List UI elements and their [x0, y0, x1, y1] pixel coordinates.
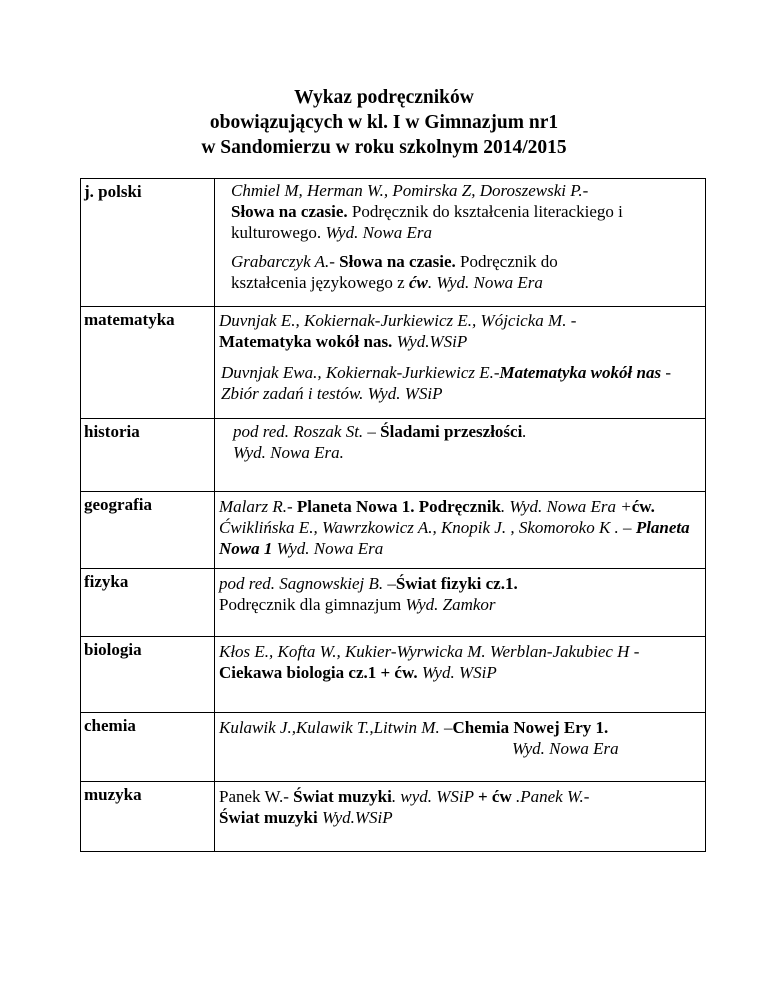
- textbook-cell: [215, 782, 706, 852]
- publisher: Wyd. Nowa Era.: [233, 443, 344, 462]
- book-description: Podręcznik do kształcenia językowego z: [231, 252, 558, 292]
- table-row: [81, 713, 706, 782]
- title-line-3: w Sandomierzu w roku szkolnym 2014/2015: [201, 137, 567, 158]
- publisher: . Wyd. Nowa Era +: [500, 497, 632, 516]
- authors: Chmiel M, Herman W., Pomirska Z, Doroszewski P.-: [231, 181, 589, 200]
- book-title: Słowa na czasie.: [231, 202, 348, 221]
- book-description: -Zbiór zadań i testów. Wyd. WSiP: [221, 363, 671, 403]
- book-description: Podręcznik dla gimnazjum: [219, 595, 406, 614]
- book-description: Podręcznik do kształcenia literackiego i kulturowego.: [231, 202, 623, 242]
- table-row: [81, 492, 706, 569]
- exercise-title: Planeta Nowa 1: [219, 518, 690, 558]
- book-title: Chemia Nowej Ery 1.: [452, 718, 609, 737]
- textbook-cell: [215, 713, 706, 782]
- subject-cell: fizyka: [81, 569, 215, 637]
- book-title: Planeta Nowa 1. Podręcznik: [292, 497, 501, 516]
- subject-cell: biologia: [81, 637, 215, 713]
- exercise-authors: .Panek W.-: [511, 787, 590, 806]
- title-line-1: Wykaz podręczników: [294, 87, 474, 108]
- exercise-book-label: ćw: [408, 273, 428, 292]
- publisher: Wyd. WSiP: [417, 663, 497, 682]
- publisher: . wyd. WSiP: [391, 787, 478, 806]
- table-row: [81, 179, 706, 307]
- textbook-cell: [215, 569, 706, 637]
- exercise-authors: Ćwiklińska E., Wawrzkowicz A., Knopik J. , Skomoroko K . –: [219, 518, 636, 537]
- textbook-cell: [215, 179, 706, 307]
- subject-cell: historia: [81, 419, 215, 492]
- table-row: [81, 782, 706, 852]
- title-line-2: obowiązujących w kl. I w Gimnazjum nr1: [209, 112, 559, 133]
- subject-cell: geografia: [81, 492, 215, 569]
- book-title: Matematyka wokół nas.: [219, 332, 393, 351]
- table-row: [81, 307, 706, 419]
- subject-cell: chemia: [81, 713, 215, 782]
- subject-cell: matematyka: [81, 307, 215, 419]
- authors: Panek W.-: [219, 787, 294, 806]
- textbook-table: [80, 178, 706, 852]
- textbook-cell: [215, 637, 706, 713]
- document-title: [0, 85, 768, 160]
- textbook-cell: [215, 419, 706, 492]
- authors: Grabarczyk A.-: [231, 252, 335, 271]
- exercise-title: Świat muzyki: [219, 808, 318, 827]
- book-title: Świat fizyki cz.1.: [395, 574, 518, 593]
- book-title: Ciekawa biologia cz.1 + ćw.: [219, 663, 418, 682]
- authors: Malarz R.-: [219, 497, 293, 516]
- authors: Duvnjak Ewa., Kokiernak-Jurkiewicz E.-: [221, 363, 500, 382]
- exercise-book-label: + ćw: [477, 787, 512, 806]
- book-title: Słowa na czasie.: [334, 252, 456, 271]
- book-title: Śladami przeszłości: [380, 422, 523, 441]
- publisher: Wyd. Nowa Era: [512, 739, 619, 758]
- publisher: Wyd.WSiP: [392, 332, 468, 351]
- publisher: . Wyd. Nowa Era: [427, 273, 543, 292]
- textbook-cell: [215, 492, 706, 569]
- exercise-publisher: Wyd.WSiP: [317, 808, 393, 827]
- book-title: Matematyka wokół nas: [499, 363, 662, 382]
- table-row: [81, 637, 706, 713]
- exercise-book-label: ćw.: [631, 497, 655, 516]
- subject-cell: j. polski: [81, 179, 215, 307]
- authors: Kłos E., Kofta W., Kukier-Wyrwicka M. Werblan-Jakubiec H -: [219, 642, 640, 661]
- table-row: [81, 569, 706, 637]
- authors: pod red. Roszak St. –: [233, 422, 381, 441]
- separator: .: [522, 422, 527, 441]
- exercise-publisher: Wyd. Nowa Era: [272, 539, 384, 558]
- publisher: Wyd. Nowa Era: [325, 223, 433, 242]
- publisher: Wyd. Zamkor: [405, 595, 496, 614]
- authors: Kulawik J.,Kulawik T.,Litwin M. –: [219, 718, 453, 737]
- table-row: [81, 419, 706, 492]
- authors: pod red. Sagnowskiej B. –: [219, 574, 396, 593]
- subject-cell: muzyka: [81, 782, 215, 852]
- textbook-cell: [215, 307, 706, 419]
- book-title: Świat muzyki: [293, 787, 392, 806]
- authors: Duvnjak E., Kokiernak-Jurkiewicz E., Wójcicka M. -: [219, 311, 577, 330]
